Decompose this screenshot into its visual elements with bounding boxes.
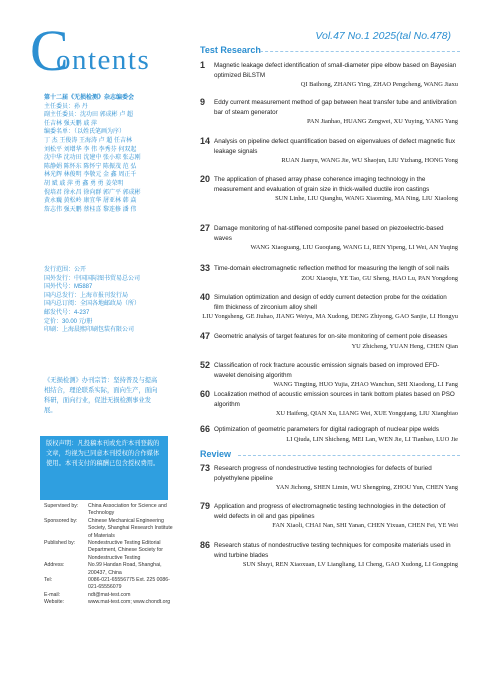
board-line: 胡 斌 戚 萍 勇 鑫 勇 勇 姜荣明 [44, 180, 124, 187]
article-authors: WANG Xiaoguang, LIU Guoqiang, WANG Li, REN Yipeng, LI Wei, AN Yuqing [250, 244, 458, 251]
volume-header: Vol.47 No.1 2025(tal No.478) [315, 30, 451, 42]
info-value: www.mat-test.com; www.chondt.org [88, 599, 171, 606]
board-line: 詹志伟 强天鹏 蔡桂喜 黎连修 潘 伟 [44, 206, 137, 213]
article-entry[interactable] [200, 98, 458, 127]
pub-line: 印刷：上海晨熙印刷包装有限公司 [44, 327, 135, 334]
logo-word: ontents [56, 44, 151, 76]
article-title[interactable]: Analysis on pipeline defect quantification based on eigenvalues of defect magnetic flux leakage signals [214, 138, 456, 155]
board-line: 主任委员：孙 丹 [44, 103, 88, 110]
section-title: Review [200, 449, 232, 459]
article-title[interactable]: Simulation optimization and design of eddy current detection probe for the oxidation film thickness of zirconium alloy shell [214, 294, 447, 311]
page-number: 73 [200, 463, 211, 473]
info-value: Nondestructive Testing Editorial Department, Chinese Society for Nondestructive Testing [88, 540, 163, 561]
article-authors: YU Zhicheng, YUAN Heng, CHEN Qian [351, 342, 458, 350]
article-entry[interactable] [200, 541, 458, 570]
page-number: 1 [200, 60, 206, 70]
info-key: E-mail: [44, 591, 61, 598]
page-number: 52 [200, 360, 211, 370]
article-authors: YAN Jichong, SHEN Limin, WU Shengping, ZHOU Yun, CHEN Yang [275, 484, 458, 491]
page-number: 79 [200, 501, 211, 511]
article-title[interactable]: The application of phased array phase coherence imaging technology in the measurement and evaluation of grain size in thick-walled ductile iron castings [214, 176, 430, 193]
article-authors: FAN Xiaoli, CHAI Nan, SHI Yanan, CHEN Yixuan, CHEN Fei, YE Wei [272, 522, 458, 529]
pub-line: 国内总发行：上海市报刊发行局 [44, 292, 129, 299]
article-entry[interactable] [200, 137, 458, 166]
article-title[interactable]: Geometric analysis of target features for on-site monitoring of cement pole diseases [214, 333, 448, 340]
page-number: 27 [200, 223, 211, 233]
logo-initial: C [30, 18, 69, 83]
article-authors: RUAN Jianyu, WANG Jie, WU Shaojun, LIU Yizhang, HONG Yong [281, 157, 458, 164]
info-value: Chinese Mechanical Engineering Society, Shanghai Research Institute of Materials [88, 517, 173, 539]
article-entry[interactable] [200, 390, 458, 419]
article-authors: LI Qiuda, LIN Shicheng, MEI Lan, WEN Jie, LI Tianbao, LUO Jie [286, 435, 458, 443]
page-number: 14 [200, 136, 211, 146]
article-title[interactable]: Eddy current measurement method of gap between heat transfer tube and antivibration bar of steam generator [214, 99, 457, 116]
info-value: No.99 Handan Road, Shanghai, 200437, China [88, 562, 162, 576]
article-authors: QI Baihong, ZHANG Ying, ZHAO Pengcheng, WANG Jiaxu [300, 81, 458, 88]
board-line: 沈中华 沈功田 沈建中 张小琼 张志刚 [44, 155, 141, 162]
pub-line: 发行范围：公开 [44, 267, 87, 273]
info-key: Tel: [44, 577, 53, 584]
article-authors: ZOU Xiaoqiu, YE Tao, GU Sheng, HAO Lu, PAN Yongdong [301, 274, 458, 282]
article-title[interactable]: Magnetic leakage defect identification of small-diameter pipe elbow based on Bayesian optimized BiLSTM [214, 62, 457, 79]
article-authors: WANG Tingting, HUO Yujia, ZHAO Wanchun, SHI Xiaodong, LI Fang [273, 381, 458, 388]
section-divider [238, 455, 460, 456]
board-title: 第十二届《无损检测》杂志编委会 [44, 95, 135, 101]
article-title[interactable]: Time-domain electromagnetic reflection method for measuring the length of soil nails [214, 265, 450, 272]
article-entry[interactable] [200, 332, 458, 351]
board-line: 刘松平 刘增华 李 伟 李秀芬 何双起 [44, 146, 137, 153]
pub-line: 国内总订阅：全国各地邮政局（所） [44, 301, 141, 308]
info-key: Sponsored by: [44, 517, 78, 524]
copyright-notice: 版权声明：凡投稿本刊或允许本刊登载的文章，均视为已同意本刊授权的合作媒体使用。本刊支付的稿酬已包含授权费用。 [40, 436, 168, 500]
article-title[interactable]: Classification of rock fracture acoustic emission signals based on improved EFD-wavelet denoising algorithm [214, 362, 440, 379]
article-entry[interactable] [200, 175, 458, 204]
page-number: 86 [200, 540, 211, 550]
page-number: 66 [200, 424, 211, 434]
pub-line: 国外代号：M5887 [44, 284, 93, 291]
article-entry[interactable] [200, 61, 458, 90]
article-authors: LIU Yongsheng, GE Jiuhao, JIANG Weiyu, MA Xudong, DENG Zhiyong, GAO Sanjie, LI Hongyu [202, 313, 458, 320]
section-test-research [200, 45, 460, 55]
article-entry[interactable] [200, 293, 458, 322]
article-entry[interactable] [200, 502, 458, 531]
article-title[interactable]: Optimization of geometric parameters for digital radiograph of nuclear pipe welds [214, 426, 440, 433]
left-column [0, 0, 176, 673]
board-line: 丁 杰 王俊涛 王海涛 卢 超 任吉林 [44, 137, 133, 144]
board-line: 黄永巍 黄松岭 康宜华 屠亚林 韩 焱 [44, 198, 137, 205]
article-authors: PAN Jianhao, HUANG Zengwei, XU Yuying, YANG Yang [306, 118, 458, 125]
article-entry[interactable] [200, 264, 458, 283]
journal-slogan: 《无损检测》办刊宗旨：坚持普及与提高相结合，理论联系实际，面向生产，面向科研，面向行业，促进无损检测事业发展。 [44, 377, 158, 414]
page-number: 20 [200, 174, 211, 184]
section-review [200, 449, 460, 459]
editorial-board [44, 94, 162, 214]
page-number: 40 [200, 292, 211, 302]
article-entry[interactable] [200, 224, 458, 253]
article-authors: SUN Shuyi, REN Xiaoxuan, LV Liangliang, LI Cheng, GAO Xudong, LI Gongping [242, 561, 458, 568]
article-entry[interactable] [200, 464, 458, 493]
board-line: 副主任委员：沈功田 郭成彬 卢 超 [44, 112, 134, 119]
board-line: 编委名单：（以姓氏笔画为序） [44, 129, 126, 136]
article-authors: SUN Linhe, LIU Qianghu, WANG Xiaoming, MA Ning, LIU Xiaolong [275, 195, 458, 202]
info-value: China Association for Science and Technology [88, 503, 167, 517]
page-number: 33 [200, 263, 211, 273]
pub-line: 国外发行：中国国际图书贸易总公司 [44, 275, 141, 282]
publication-info [44, 266, 172, 335]
board-line: 林光辉 林俊明 李敬元 金 鑫 周正千 [44, 172, 137, 179]
english-info [44, 503, 174, 607]
board-line: 任吉林 强天鹏 戚 萍 [44, 120, 98, 127]
article-title[interactable]: Localization method of acoustic emission sources in tank bottom plates based on PSO algorithm [214, 391, 455, 408]
info-key: Supervised by: [44, 503, 79, 509]
section-divider [260, 51, 460, 52]
board-line: 倪培君 徐永昌 徐向群 郭广平 郭成彬 [44, 189, 141, 196]
pub-line: 定价：30.00 元/册 [44, 318, 93, 325]
article-entry[interactable] [200, 361, 458, 390]
info-key: Website: [44, 599, 65, 606]
article-authors: XU Haifeng, QIAN Xu, LIANG Wei, XUE Yongqiang, LIU Xiangbiao [275, 410, 458, 417]
page-number: 9 [200, 97, 206, 107]
info-key: Address: [44, 562, 65, 569]
info-key: Published by: [44, 540, 76, 547]
pub-line: 邮发代号：4-237 [44, 309, 90, 316]
section-title: Test Research [200, 45, 261, 55]
article-title[interactable]: Application and progress of electromagnetic testing technologies in the detection of weld defects in oil and gas pipelines [214, 503, 446, 520]
page-number: 60 [200, 389, 211, 399]
article-title[interactable]: Research status of nondestructive testing techniques for composite materials used in wind turbine blades [214, 542, 451, 559]
article-title[interactable]: Damage monitoring of hat-stiffened composite panel based on piezoelectric-based waves [214, 225, 444, 242]
page-number: 47 [200, 331, 211, 341]
article-entry[interactable] [200, 425, 458, 444]
article-title[interactable]: Research progress of nondestructive testing technologies for defects of buried polyethylene pipeline [214, 465, 432, 482]
info-value: 0086-021-65556775 Ext. 225 0086-021-65556079 [88, 577, 170, 591]
board-line: 陈静娟 陈怀东 陈怀宁 陈振茂 范 弘 [44, 163, 137, 170]
info-value: ndt@mat-test.com [88, 591, 131, 598]
